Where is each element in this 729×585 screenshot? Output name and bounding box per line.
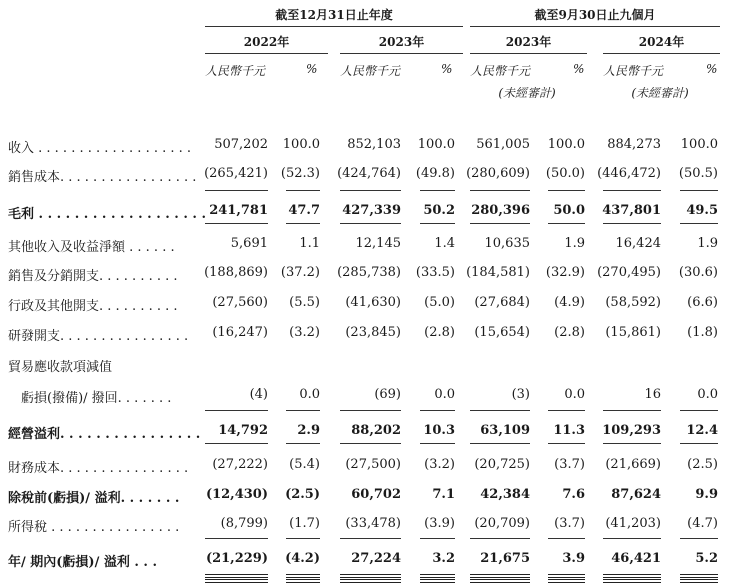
row-value: (27,560) [212,295,268,310]
single-rule [470,410,530,411]
unit-rmb-2022: 人民幣千元 [205,64,266,78]
row-value: (32.9) [545,265,585,280]
row-value: (2.8) [424,325,455,340]
row-value: (15,861) [605,325,661,340]
double-rule [420,579,455,583]
row-label: 毛利 . . . . . . . . . . . . . . . . . . . [8,207,206,222]
row-value: (50.5) [678,166,718,181]
header-group-9m: 截至9月30日止九個月 [534,8,656,22]
single-rule [680,538,718,539]
double-rule [286,574,320,578]
row-label: 除稅前(虧損)/ 溢利. . . . . . . [8,491,180,506]
row-value: 10.3 [423,423,455,438]
row-label: 經營溢利. . . . . . . . . . . . . . . . [8,427,201,442]
double-rule [548,579,585,583]
row-value: (424,764) [337,166,401,181]
double-rule [286,579,320,583]
row-value: 100.0 [680,137,718,152]
row-label: 虧損(撥備)/ 撥回. . . . . . . [8,391,172,406]
row-value: (33.5) [415,265,455,280]
double-rule [680,574,718,578]
row-label: 銷售及分銷開支. . . . . . . . . . [8,269,178,284]
row-value: 2.9 [297,423,320,438]
row-value: 100.0 [417,137,455,152]
single-rule [286,190,320,191]
row-value: (5.0) [424,295,455,310]
row-value: (3) [511,387,530,402]
single-rule [286,538,320,539]
header-group-9m-rule [470,26,720,27]
row-label: 研發開支. . . . . . . . . . . . . . . . [8,329,189,344]
double-rule [603,579,661,583]
row-value: (30.6) [678,265,718,280]
row-value: (23,845) [345,325,401,340]
row-value: (265,421) [204,166,268,181]
double-rule [340,579,401,583]
single-rule [205,190,268,191]
row-value: (280,609) [466,166,530,181]
row-value: (3.7) [554,457,585,472]
single-rule [680,223,718,224]
row-value: 49.5 [686,203,718,218]
unit-rmb-2024-9m: 人民幣千元 [603,64,664,78]
row-value: (446,472) [597,166,661,181]
single-rule [340,190,401,191]
row-value: 1.9 [697,236,718,251]
single-rule [548,410,585,411]
row-value: 42,384 [480,487,530,502]
row-value: 5,691 [230,236,268,251]
row-value: 280,396 [471,203,530,218]
double-rule [420,574,455,578]
row-label: 年/ 期內(虧損)/ 溢利 . . . [8,555,158,570]
row-value: (4.9) [554,295,585,310]
row-value: 0.0 [564,387,585,402]
single-rule [548,223,585,224]
single-rule [286,443,320,444]
single-rule [286,410,320,411]
year-2024-9m-rule [603,53,720,54]
single-rule [205,443,268,444]
row-value: (5.5) [289,295,320,310]
unit-rmb-2023-fy: 人民幣千元 [340,64,401,78]
row-value: 427,339 [342,203,401,218]
row-value: (3.7) [554,516,585,531]
single-rule [603,538,661,539]
single-rule [340,410,401,411]
row-value: (49.8) [415,166,455,181]
row-value: 14,792 [218,423,268,438]
double-rule [603,574,661,578]
unit-rmb-2023-9m: 人民幣千元 [470,64,531,78]
single-rule [340,443,401,444]
unaudited-2024-9m: (未經審計) [631,86,689,100]
single-rule [420,410,455,411]
single-rule [340,223,401,224]
row-value: (50.0) [545,166,585,181]
single-rule [680,190,718,191]
row-value: (6.6) [687,295,718,310]
row-value: 507,202 [214,137,268,152]
row-value: 3.2 [432,551,455,566]
row-value: (3.2) [424,457,455,472]
double-rule [205,574,268,578]
single-rule [420,443,455,444]
row-value: 3.9 [562,551,585,566]
row-value: (20,725) [474,457,530,472]
double-rule [470,574,530,578]
row-value: 46,421 [611,551,661,566]
single-rule [603,443,661,444]
row-value: 1.4 [434,236,455,251]
row-value: 5.2 [695,551,718,566]
row-value: 9.9 [695,487,718,502]
single-rule [470,443,530,444]
row-value: 50.2 [423,203,455,218]
year-2023-9m: 2023年 [505,35,552,49]
single-rule [205,410,268,411]
single-rule [420,190,455,191]
row-value: (188,869) [204,265,268,280]
row-value: (1.7) [289,516,320,531]
row-label: 銷售成本. . . . . . . . . . . . . . . . . [8,170,197,185]
row-label: 其他收入及收益淨額 . . . . . . [8,240,175,255]
double-rule [548,574,585,578]
year-2022: 2022年 [243,35,290,49]
double-rule [340,574,401,578]
row-value: (27,222) [212,457,268,472]
row-value: (27,684) [474,295,530,310]
single-rule [420,223,455,224]
unit-pct-2023-9m: % [573,62,585,76]
row-value: (21,229) [205,551,268,566]
row-value: 12,145 [355,236,401,251]
row-value: 884,273 [607,137,661,152]
row-value: 10,635 [484,236,530,251]
row-value: 16,424 [615,236,661,251]
single-rule [470,190,530,191]
row-value: (2.8) [554,325,585,340]
row-value: (41,203) [605,516,661,531]
row-value: (58,592) [605,295,661,310]
row-value: 437,801 [602,203,661,218]
row-value: 1.1 [299,236,320,251]
single-rule [548,190,585,191]
year-2024-9m: 2024年 [638,35,685,49]
row-value: 47.7 [288,203,320,218]
header-group-fy: 截至12月31日止年度 [275,8,393,22]
row-value: 0.0 [697,387,718,402]
row-value: 21,675 [480,551,530,566]
row-value: 11.3 [553,423,585,438]
row-value: (4.2) [285,551,320,566]
double-rule [205,579,268,583]
row-value: 100.0 [547,137,585,152]
row-value: (4) [249,387,268,402]
single-rule [205,223,268,224]
row-value: (1.8) [687,325,718,340]
year-2022-rule [205,53,328,54]
row-value: (21,669) [605,457,661,472]
single-rule [470,223,530,224]
row-value: 60,702 [351,487,401,502]
single-rule [470,538,530,539]
unaudited-2023-9m: (未經審計) [498,86,556,100]
single-rule [420,538,455,539]
single-rule [205,538,268,539]
row-value: (2.5) [285,487,320,502]
double-rule [680,579,718,583]
row-label: 行政及其他開支. . . . . . . . . . [8,299,178,314]
header-group-fy-rule [205,26,463,27]
row-value: (8,799) [220,516,268,531]
row-value: 16 [644,387,661,402]
row-value: (2.5) [687,457,718,472]
row-value: 12.4 [686,423,718,438]
row-value: (184,581) [466,265,530,280]
row-label: 收入 . . . . . . . . . . . . . . . . . . . [8,141,192,156]
single-rule [603,223,661,224]
row-value: (37.2) [280,265,320,280]
row-label: 所得稅 . . . . . . . . . . . . . . . . [8,520,180,535]
row-value: 7.6 [562,487,585,502]
single-rule [286,223,320,224]
row-value: 561,005 [476,137,530,152]
single-rule [340,538,401,539]
year-2023-fy: 2023年 [378,35,425,49]
single-rule [603,410,661,411]
row-value: 27,224 [351,551,401,566]
row-value: 0.0 [434,387,455,402]
unit-pct-2022: % [306,62,318,76]
unit-pct-2023-fy: % [441,62,453,76]
year-2023-fy-rule [340,53,463,54]
row-value: 88,202 [351,423,401,438]
row-value: (27,500) [345,457,401,472]
single-rule [680,443,718,444]
row-value: (20,709) [474,516,530,531]
year-2023-9m-rule [470,53,587,54]
row-value: (16,247) [212,325,268,340]
row-value: 852,103 [347,137,401,152]
row-value: 7.1 [432,487,455,502]
unit-pct-2024-9m: % [706,62,718,76]
row-value: (3.9) [424,516,455,531]
row-value: 87,624 [611,487,661,502]
row-value: (12,430) [205,487,268,502]
row-value: (5.4) [289,457,320,472]
row-value: 1.9 [564,236,585,251]
row-label: 財務成本. . . . . . . . . . . . . . . . [8,461,189,476]
double-rule [470,579,530,583]
single-rule [680,410,718,411]
row-value: 50.0 [553,203,585,218]
row-value: (270,495) [597,265,661,280]
row-value: (285,738) [337,265,401,280]
row-value: 100.0 [282,137,320,152]
row-value: (3.2) [289,325,320,340]
row-value: (4.7) [687,516,718,531]
row-value: (52.3) [280,166,320,181]
row-value: 241,781 [209,203,268,218]
single-rule [548,443,585,444]
single-rule [548,538,585,539]
single-rule [603,190,661,191]
row-value: 0.0 [299,387,320,402]
row-value: 109,293 [602,423,661,438]
row-value: (41,630) [345,295,401,310]
row-value: 63,109 [480,423,530,438]
row-value: (15,654) [474,325,530,340]
row-label: 貿易應收款項減值 [8,360,113,375]
row-value: (33,478) [345,516,401,531]
row-value: (69) [374,387,401,402]
